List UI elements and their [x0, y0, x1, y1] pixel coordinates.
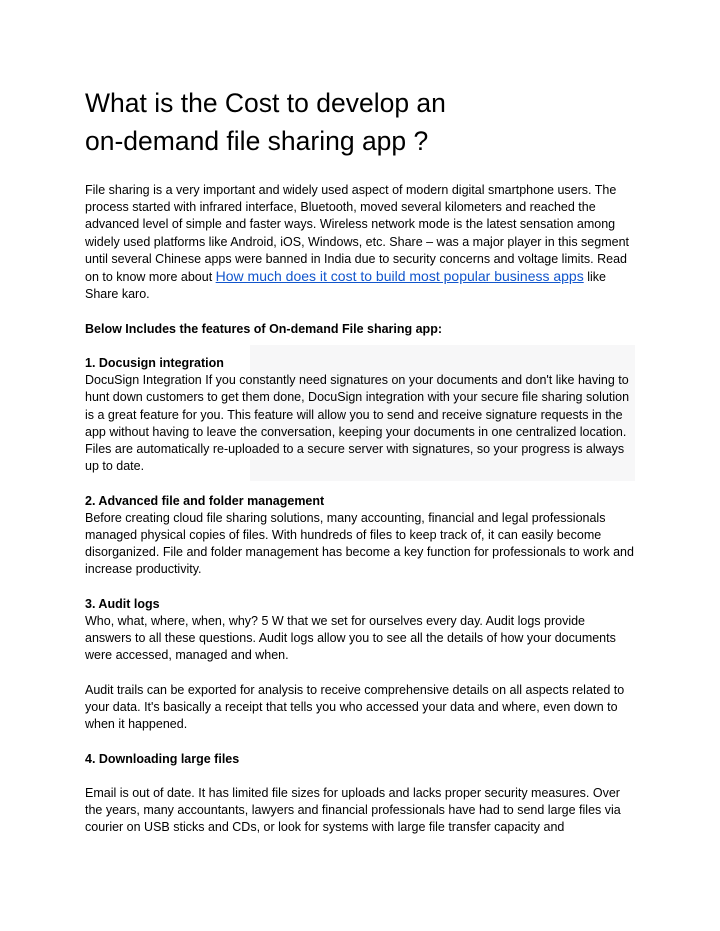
- features-heading: Below Includes the features of On-demand File sharing app:: [85, 321, 442, 336]
- intro-paragraph: [85, 182, 635, 303]
- section-paragraph-audit-logs-2: Audit trails can be exported for analysis to receive comprehensive details on all aspects related to your data. It's basically a receipt that tells you who accessed your data and where, even down to when it happened.: [85, 682, 625, 732]
- cost-article-link[interactable]: How much does it cost to build most popular business apps: [215, 268, 584, 285]
- section-paragraph-file-management: Before creating cloud file sharing solutions, many accounting, financial and legal professionals managed physical copies of files. With hundreds of files to keep track of, it can easily become disorganized. File and folder management has become a key function for professionals to work and increase productivity.: [85, 510, 634, 577]
- section-paragraph-docusign: DocuSign Integration If you constantly need signatures on your documents and don't like having to hunt down customers to get them done, DocuSign integration with your secure file sharing solution is a great feature for you. This feature will allow you to send and receive signature requests in the app without having to leave the conversation, keeping your documents in one centralized location. Files are automatically re-uploaded to a secure server with signatures, so your progress is always up to date.: [85, 373, 630, 474]
- intro-after-link: like Share karo.: [85, 270, 606, 302]
- section-file-management: [85, 493, 635, 579]
- section-audit-logs: [85, 596, 635, 734]
- section-heading-docusign: 1. Docusign integration: [85, 356, 224, 370]
- section-heading-large-files: 4. Downloading large files: [85, 751, 240, 766]
- intro-text: File sharing is a very important and widely used aspect of modern digital smartphone users. The process started with infrared interface, Bluetooth, moved several kilometers and reached the advanced level of simple and faster ways. Wireless network mode is the latest sensation among widely used platforms like Android, iOS, Windows, etc. Share – was a major player in this segment until several Chinese apps were banned in India due to security concerns and voltage limits. Read on to know more about: [85, 183, 629, 285]
- title-line-1: What is the Cost to develop an: [85, 88, 446, 118]
- page-title: [85, 84, 635, 160]
- document-content: [85, 84, 635, 837]
- section-heading-file-management: 2. Advanced file and folder management: [85, 493, 325, 508]
- title-line-2: on-demand file sharing app ?: [85, 126, 429, 156]
- section-docusign: [85, 355, 635, 475]
- section-large-files: [85, 751, 635, 837]
- section-heading-audit-logs: 3. Audit logs: [85, 596, 160, 611]
- section-paragraph-large-files: Email is out of date. It has limited file sizes for uploads and lacks proper security measures. Over the years, many accountants, lawyers and financial professionals have had to send large files via courier on USB sticks and CDs, or look for systems with large file transfer capacity and: [85, 786, 621, 835]
- section-paragraph-audit-logs-1: Who, what, where, when, why? 5 W that we set for ourselves every day. Audit logs provide answers to all these questions. Audit logs allow you to see all the details of how your documents were accessed, managed and when.: [85, 614, 616, 663]
